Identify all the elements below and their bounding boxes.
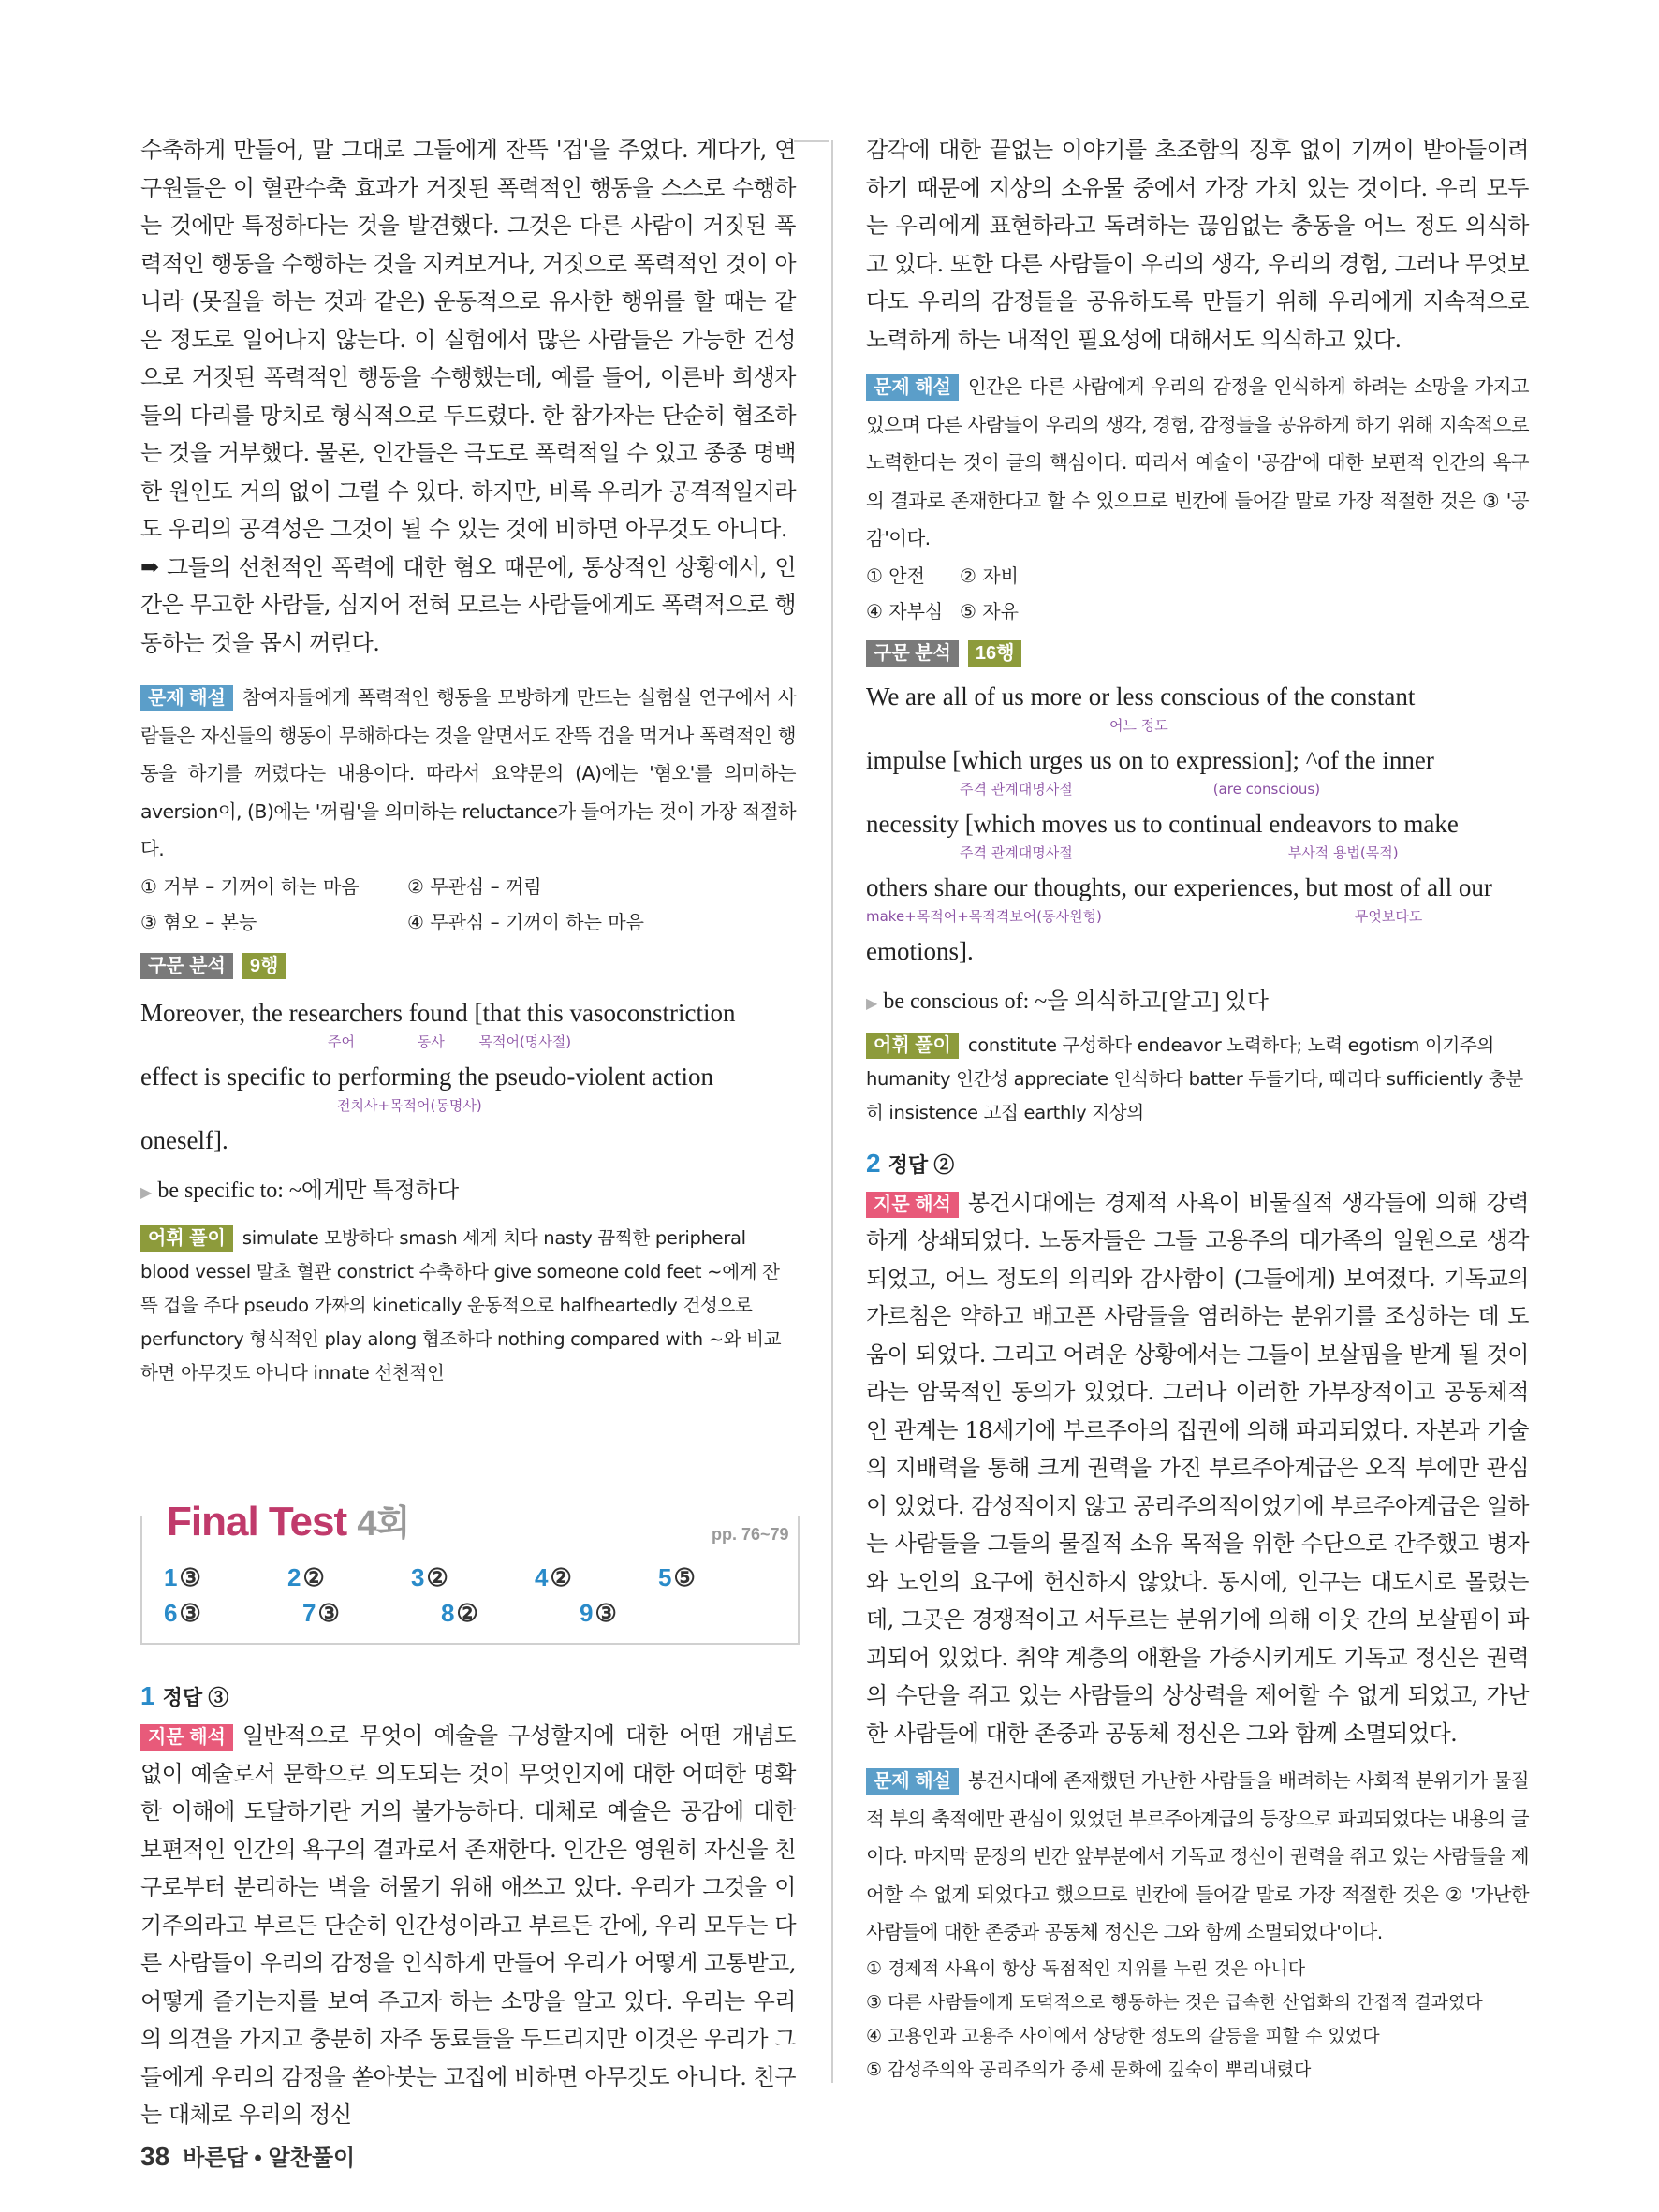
grammar-line-1: Moreover, the researchers found [that this vasoconstriction [140, 998, 736, 1027]
column-bracket [794, 140, 830, 150]
book-title: 바른답 • 알찬풀이 [183, 2146, 356, 2171]
triangle-icon: ▶ [866, 995, 878, 1012]
note-most-of-all: 무엇보다도 [1354, 907, 1423, 925]
tag-grammar: 구문 분석 [140, 953, 233, 979]
question-explanation [140, 679, 796, 869]
grammar-tip-text: be specific to: ~에게만 특정하다 [157, 1178, 460, 1203]
answer-number: 7 [302, 1599, 316, 1627]
answer-number: 6 [164, 1599, 178, 1627]
answer-value: ② [456, 1599, 478, 1627]
section-1-answer: 정답 ③ [162, 1686, 229, 1709]
answer-cell [658, 1563, 782, 1599]
answer-value: ③ [179, 1599, 201, 1627]
grammar-line-1: We are all of us more or less conscious of the constant [866, 681, 1416, 710]
answer-options-r [866, 558, 1529, 629]
final-test-label: Final Test [167, 1499, 347, 1545]
answer-cell [411, 1563, 535, 1599]
note-make: make+목적어+목적격보어(동사원형) [866, 907, 1102, 925]
option-5: ⑤ 감성주의와 공리주의가 중세 문화에 깊숙이 뿌리내렸다 [866, 2058, 1312, 2080]
vocabulary-text: constitute 구성하다 endeavor 노력하다; 노력 egotism 이기주의 humanity 인간성 appreciate 인식하다 batter 두들기다, 때리다 sufficiently 충분히 insistence 고집 earthly 지상의 [866, 1033, 1523, 1123]
note-adverbial: 부사적 용법(목적) [1287, 843, 1399, 861]
option-1: ① 거부 – 기꺼이 하는 마음 [140, 874, 360, 898]
question-explanation-text: 인간은 다른 사람에게 우리의 감정을 인식하게 하려는 소망을 가지고 있으며 다른 사람들이 우리의 생각, 경험, 감정들을 공유하게 하기 위해 지속적으로 노력한다는 것이 글의 핵심이다. 따라서 예술이 '공감'에 대한 보편적 인간의 욕구의 결과로 존재한다고 할 수 있으므로 빈칸에 들어갈 말로 가장 적절한 것은 ③ '공감'이다. [866, 375, 1529, 549]
option-2: ② 자비 [960, 564, 1019, 587]
final-test-pages: pp. 76~79 [712, 1525, 789, 1544]
answer-number: 4 [535, 1563, 549, 1591]
vocabulary [140, 1222, 796, 1390]
page-footer [140, 2139, 355, 2172]
answer-row [164, 1563, 782, 1599]
answer-number: 3 [411, 1563, 425, 1591]
grammar-line-2: effect is specific to performing the pseudo-violent action [140, 1062, 714, 1091]
option-5: ⑤ 자유 [960, 599, 1019, 623]
note-object: 목적어(명사절) [478, 1033, 572, 1050]
section-2-number: 2 [866, 1148, 881, 1178]
answer-value: ② [550, 1563, 572, 1591]
answer-number: 1 [164, 1563, 178, 1591]
note-more-or-less: 어느 정도 [1109, 716, 1168, 734]
note-prep: 전치사+목적어(동명사) [337, 1096, 482, 1114]
note-relative-2: 주격 관계대명사절 [960, 843, 1073, 861]
final-test-title [161, 1494, 415, 1545]
answer-value: ② [302, 1563, 325, 1591]
note-verb: 동사 [417, 1033, 445, 1050]
answer-cell [287, 1563, 411, 1599]
note-relative-1: 주격 관계대명사절 [960, 780, 1073, 798]
grammar-line-4: others share our thoughts, our experiences, but most of all our [866, 872, 1492, 901]
question-explanation-r [866, 368, 1529, 558]
option-1: ① 안전 [866, 564, 925, 587]
section-1-number: 1 [140, 1681, 155, 1710]
section-2-translation-text: 봉건시대에는 경제적 사욕이 비물질적 생각들에 의해 강력하게 상쇄되었다. 노동자들은 그들 고용주의 대가족의 일원으로 생각되었고, 어느 정도의 의리와 감사함이 (그들에게) 보여졌다. 기독교의 가르침은 약하고 배고픈 사람들을 염려하는 분위기를 조성하는 데 도움이 되었다. 그리고 어려운 상황에서는 그들이 보살핌을 받게 될 것이라는 암묵적인 동의가 있었다. 그러나 이러한 가부장적이고 공동체적인 관계는 18세기에 부르주아의 집권에 의해 파괴되었다. 자본과 기술의 지배력을 통해 크게 권력을 가진 부르주아계급은 오직 부에만 관심이 있었다. 감성적이지 않고 공리주의적이었기에 부르주아계급은 일하는 사람들을 그들의 물질적 소유 목적을 위한 수단으로 간주했고 병자와 노인의 요구에 헌신하지 않았다. 동시에, 인구는 대도시로 몰렸는데, 그곳은 경쟁적이고 서두르는 분위기에 의해 이웃 간의 보살핌이 파괴되어 있었다. 취약 계층의 애환을 가중시키게도 기독교 정신은 권력의 수단을 쥐고 있는 사람들의 상상력을 제어할 수 없게 되었고, 가난한 사람들에 대한 존중과 공동체 정신은 그와 함께 소멸되었다. [866, 1189, 1529, 1747]
answer-number: 9 [580, 1599, 594, 1627]
answer-value: ② [426, 1563, 448, 1591]
grammar-analysis [140, 987, 796, 1166]
left-column [140, 131, 796, 1390]
answer-row [164, 1599, 782, 1634]
answer-number: 8 [441, 1599, 455, 1627]
question-explanation-2 [866, 1762, 1529, 1952]
tag-vocabulary: 어휘 풀이 [140, 1225, 233, 1252]
answer-options-2 [866, 1952, 1529, 2087]
answer-value: ③ [595, 1599, 617, 1627]
passage-translation-cont: 감각에 대한 끝없는 이야기를 초조함의 징후 없이 기꺼이 받아들이려 하기 때문에 지상의 소유물 중에서 가장 가치 있는 것이다. 우리 모두는 우리에게 표현하라고 독려하는 끊임없는 충동을 어느 정도 의식하고 있다. 또한 다른 사람들이 우리의 생각, 우리의 경험, 그러나 무엇보다도 우리의 감정들을 공유하도록 만들기 위해 우리에게 지속적으로 노력하게 하는 내적인 필요성에 대해서도 의식하고 있다. [866, 137, 1529, 353]
triangle-icon: ▶ [140, 1184, 153, 1201]
tag-question-explanation: 문제 해설 [140, 685, 233, 711]
passage-translation: 수축하게 만들어, 말 그대로 그들에게 잔뜩 '겁'을 주었다. 게다가, 연구원들은 이 혈관수축 효과가 거짓된 폭력적인 행동을 스스로 수행하는 것에만 특정하다는 것을 발견했다. 그것은 다른 사람이 거짓된 폭력적인 행동을 수행하는 것을 지켜보거나, 거짓으로 폭력적인 것이 아니라 (못질을 하는 것과 같은) 운동적으로 유사한 행위를 할 때는 같은 정도로 일어나지 않는다. 이 실험에서 많은 사람들은 가능한 건성으로 거짓된 폭력적인 행동을 수행했는데, 예를 들어, 이른바 희생자들의 다리를 망치로 형식적으로 두드렸다. 한 참가자는 단순히 협조하는 것을 거부했다. 물론, 인간들은 극도로 폭력적일 수 있고 종종 명백한 원인도 거의 없이 그럴 수 있다. 하지만, 비록 우리가 공격적일지라도 우리의 공격성은 그것이 될 수 있는 것에 비하면 아무것도 아니다. [140, 137, 796, 542]
section-1-translation-text: 일반적으로 무엇이 예술을 구성할지에 대한 어떤 개념도 없이 예술로서 문학으로 의도되는 것이 무엇인지에 대한 어떠한 명확한 이해에 도달하기란 거의 불가능하다. 대체로 예술은 공감에 대한 보편적인 인간의 욕구의 결과로서 존재한다. 인간은 영원히 자신을 친구로부터 분리하는 벽을 허물기 위해 애쓰고 있다. 우리가 그것을 이기주의라고 부르든 단순히 인간성이라고 부르든 간에, 우리 모두는 다른 사람들이 우리의 감정을 인식하게 만들어 우리가 어떻게 고통받고, 어떻게 즐기는지를 보여 주고자 하는 소망을 알고 있다. 우리는 우리의 의견을 가지고 충분히 자주 동료들을 두드리지만 이것은 우리가 그들에게 우리의 감정을 쏟아붓는 고집에 비하면 아무것도 아니다. 친구는 대체로 우리의 정신 [140, 1722, 796, 2128]
answer-cell [164, 1563, 287, 1599]
tag-question-explanation: 문제 해설 [866, 1768, 959, 1795]
option-4: ④ 자부심 [866, 599, 944, 623]
grammar-line-3: oneself]. [140, 1125, 228, 1154]
answer-cell [441, 1599, 580, 1634]
grammar-tip-text: be conscious of: ~을 의식하고[알고] 있다 [883, 989, 1269, 1014]
grammar-line-3: necessity [which moves us to continual endeavors to make [866, 809, 1459, 838]
grammar-header [140, 953, 796, 979]
tag-grammar: 구문 분석 [866, 640, 959, 667]
page-number: 38 [140, 2142, 170, 2171]
vocabulary-r [866, 1029, 1529, 1130]
question-explanation-text: 참여자들에게 폭력적인 행동을 모방하게 만드는 실험실 연구에서 사람들은 자신들의 행동이 무해하다는 것을 알면서도 잔뜩 겁을 먹거나 폭력적인 행동을 하기를 꺼렸다는 내용이다. 따라서 요약문의 (A)에는 '혐오'를 의미하는 aversion이, (B)에는 '꺼림'을 의미하는 reluctance가 들어가는 것이 가장 적절하다. [140, 686, 796, 860]
line-badge: 9행 [242, 953, 286, 979]
option-4: ④ 고용인과 고용주 사이에서 상당한 정도의 갈등을 피할 수 있었다 [866, 2025, 1380, 2046]
grammar-line-2: impulse [which urges us on to expression]; ^of the inner [866, 745, 1434, 774]
option-1: ① 경제적 사욕이 항상 독점적인 지위를 누린 것은 아니다 [866, 1957, 1306, 1979]
answer-value: ③ [317, 1599, 340, 1627]
answer-number: 2 [287, 1563, 301, 1591]
section-2-heading [866, 1149, 1529, 1179]
question-explanation-text: 봉건시대에 존재했던 가난한 사람들을 배려하는 사회적 분위기가 물질적 부의 축적에만 관심이 있었던 부르주아계급의 등장으로 파괴되었다는 내용의 글이다. 마지막 문장의 빈칸 앞부분에서 기독교 정신이 권력을 쥐고 있는 사람들을 제어할 수 없게 되었다고 했으므로 빈칸에 들어갈 말로 가장 적절한 것은 ② '가난한 사람들에 대한 존중과 공동체 정신은 그와 함께 소멸되었다'이다. [866, 1769, 1529, 1943]
summary-sentence: ➡ 그들의 선천적인 폭력에 대한 혐오 때문에, 통상적인 상황에서, 인간은 무고한 사람들, 심지어 전혀 모르는 사람들에게도 폭력적으로 행동하는 것을 몹시 꺼린다. [140, 553, 796, 656]
answer-value: ③ [179, 1563, 201, 1591]
option-3: ③ 혐오 – 본능 [140, 910, 257, 933]
left-section-1 [140, 1676, 796, 2134]
grammar-tip [866, 983, 1529, 1023]
answer-cell [302, 1599, 441, 1634]
line-badge: 16행 [968, 640, 1022, 667]
right-column [866, 131, 1529, 2087]
tag-question-explanation: 문제 해설 [866, 374, 959, 401]
vocabulary-text: simulate 모방하다 smash 세게 치다 nasty 끔찍한 peripheral blood vessel 말초 혈관 constrict 수축하다 give someone cold feet ~에게 잔뜩 겁을 주다 pseudo 가짜의 kinetically 운동적으로 halfheartedly 건성으로 perfunctory 형식적인 play along 협조하다 nothing compared with ~와 비교하면 아무것도 아니다 innate 선천적인 [140, 1226, 782, 1384]
section-1-translation [140, 1717, 796, 2134]
tag-vocabulary: 어휘 풀이 [866, 1033, 959, 1059]
option-2: ② 무관심 – 꺼림 [407, 874, 542, 898]
grammar-header-r [866, 640, 1529, 667]
answer-grid [164, 1563, 782, 1634]
option-3: ③ 다른 사람들에게 도덕적으로 행동하는 것은 급속한 산업화의 간접적 결과였다 [866, 1991, 1483, 2013]
section-2-answer: 정답 ② [888, 1152, 955, 1177]
answer-cell [580, 1599, 718, 1634]
answer-value: ⑤ [673, 1563, 696, 1591]
column-divider [831, 140, 833, 2083]
final-test-round: 4회 [357, 1504, 410, 1544]
section-2-translation [866, 1184, 1529, 1753]
section-1-heading [140, 1681, 796, 1711]
answer-options [140, 869, 796, 940]
answer-number: 5 [658, 1563, 672, 1591]
option-4: ④ 무관심 – 기꺼이 하는 마음 [407, 910, 644, 933]
note-are-conscious: (are conscious) [1212, 780, 1321, 798]
grammar-tip [140, 1172, 796, 1212]
grammar-analysis-r [866, 670, 1529, 977]
note-subject: 주어 [328, 1033, 355, 1050]
tag-passage-translation: 지문 해석 [140, 1724, 233, 1751]
grammar-line-5: emotions]. [866, 936, 974, 965]
answer-cell [535, 1563, 658, 1599]
answer-cell [164, 1599, 302, 1634]
tag-passage-translation: 지문 해석 [866, 1192, 959, 1218]
